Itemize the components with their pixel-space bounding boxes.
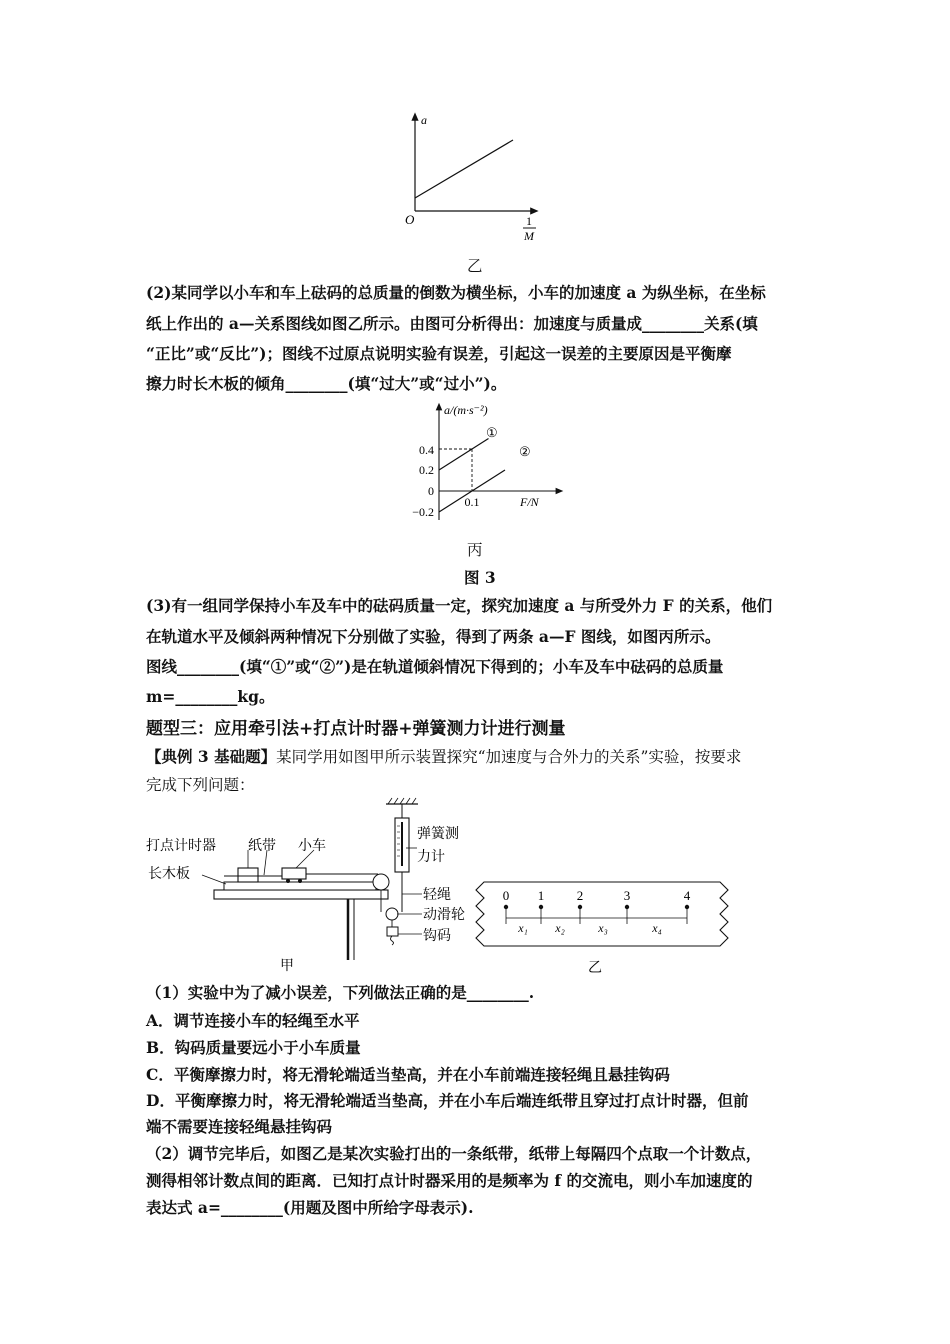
x-axis-label: F/N [520,495,539,509]
tape-seg-3: x₃ [598,921,608,935]
q1-option-a: A．调节连接小车的轻绳至水平 [146,1011,360,1030]
section-title: 题型三：应用牵引法+打点计时器+弹簧测力计进行测量 [146,719,566,739]
q2b-line2: 测得相邻计数点间的距离．已知打点计时器采用的是频率为 f 的交流电，则小车加速度的 [146,1171,753,1190]
q2b-line1: （2）调节完毕后，如图乙是某次实验打出的一条纸带，纸带上每隔四个点取一个计数点， [146,1144,762,1163]
q2-line1: (2)某同学以小车和车上砝码的总质量的倒数为横坐标，小车的加速度 a 为纵坐标，在坐标 [146,283,766,302]
label-weight: 钩码 [423,929,451,944]
q1-option-d2: 端不需要连接轻绳悬挂钩码 [146,1117,333,1136]
tape-point-0: 0 [502,888,510,903]
y-tick-0: 0.4 [419,443,434,457]
cart-body [282,868,306,879]
label-tape: 纸带 [248,839,276,854]
movable-pulley [386,908,398,920]
q2b-line3: 表达式 a=________(用题及图中所给字母表示). [146,1198,474,1217]
figure-jia-apparatus [140,796,480,976]
timer-box [238,868,258,882]
label-cart: 小车 [298,839,326,854]
q3-line3: 图线________(填“①”或“②”)是在轨道倾斜情况下得到的；小车及车中砝码的总质量 [146,657,724,676]
fixed-pulley [373,874,389,890]
label-timer: 打点计时器 [146,839,216,854]
hook-weight [387,927,398,936]
q2-line3: “正比”或“反比”)；图线不过原点说明实验有误差，引起这一误差的主要原因是平衡摩 [146,344,732,363]
label-spring2: 力计 [417,850,445,865]
q1-option-c: C．平衡摩擦力时，将无滑轮端适当垫高，并在小车前端连接轻绳且悬挂钩码 [146,1065,670,1084]
tape-point-4: 4 [683,888,691,903]
q1-stem: （1）实验中为了减小误差，下列做法正确的是________. [146,983,535,1002]
fig-bing-caption: 丙 [467,541,483,559]
series-1-label: ① [486,425,498,440]
y-tick-2: 0 [428,484,434,498]
fig-jia-caption: 甲 [280,959,294,974]
q2-line2: 纸上作出的 a—关系图线如图乙所示。由图可分析得出：加速度与质量成________关系(填 [146,314,758,333]
y-tick-3: −0.2 [412,505,434,519]
q1-option-d1: D．平衡摩擦力时，将无滑轮端适当垫高，并在小车后端连纸带且穿过打点计时器，但前 [146,1091,749,1110]
data-line [415,140,513,198]
figure-tape [470,876,742,976]
y-axis-label: a/(m·s⁻²) [444,403,488,417]
q3-line2: 在轨道水平及倾斜两种情况下分别做了实验，得到了两条 a—F 图线，如图丙所示。 [146,627,721,646]
series-2-label: ② [519,444,531,459]
long-board [224,882,376,890]
figure-yi [395,108,555,253]
label-spring1: 弹簧测 [417,827,459,842]
q3-line1: (3)有一组同学保持小车及车中的砝码质量一定，探究加速度 a 与所受外力 F 的关系，他们 [146,596,773,615]
fig-tape-caption: 乙 [588,961,602,976]
x-axis-label-den: M [524,229,534,243]
tape-point-2: 2 [576,888,584,903]
q3-line4: m=________kg。 [146,687,275,706]
tape-seg-4: x₄ [652,921,662,935]
q2-line4: 擦力时长木板的倾角________(填“过大”或“过小”)。 [146,374,507,393]
y-axis-label: a [421,113,427,127]
table-top [214,890,388,899]
x-tick: 0.1 [464,495,480,509]
example-line1-text: 某同学用如图甲所示装置探究“加速度与合外力的关系”实验，按要求 [276,748,742,766]
label-pulley: 动滑轮 [423,908,465,923]
label-board: 长木板 [148,867,190,882]
figure-bing-chart [400,400,570,530]
example-line1 [146,746,741,768]
figure-3-caption: 图 3 [464,568,496,587]
series-line-1 [439,439,489,471]
fig-yi-caption: 乙 [467,257,483,275]
tape-point-3: 3 [623,888,631,903]
x-axis-label-num: 1 [526,214,532,228]
tape-seg-2: x₂ [555,921,565,935]
y-tick-1: 0.2 [419,463,434,477]
origin-label: O [405,212,415,227]
example-line2: 完成下列问题： [146,776,255,794]
tape-point-1: 1 [537,888,545,903]
label-rope: 轻绳 [423,888,451,903]
q1-option-b: B．钩码质量要远小于小车质量 [146,1038,361,1057]
tape-seg-1: x₁ [518,921,528,935]
example-tag: 【典例 3 基础题】 [146,747,277,766]
